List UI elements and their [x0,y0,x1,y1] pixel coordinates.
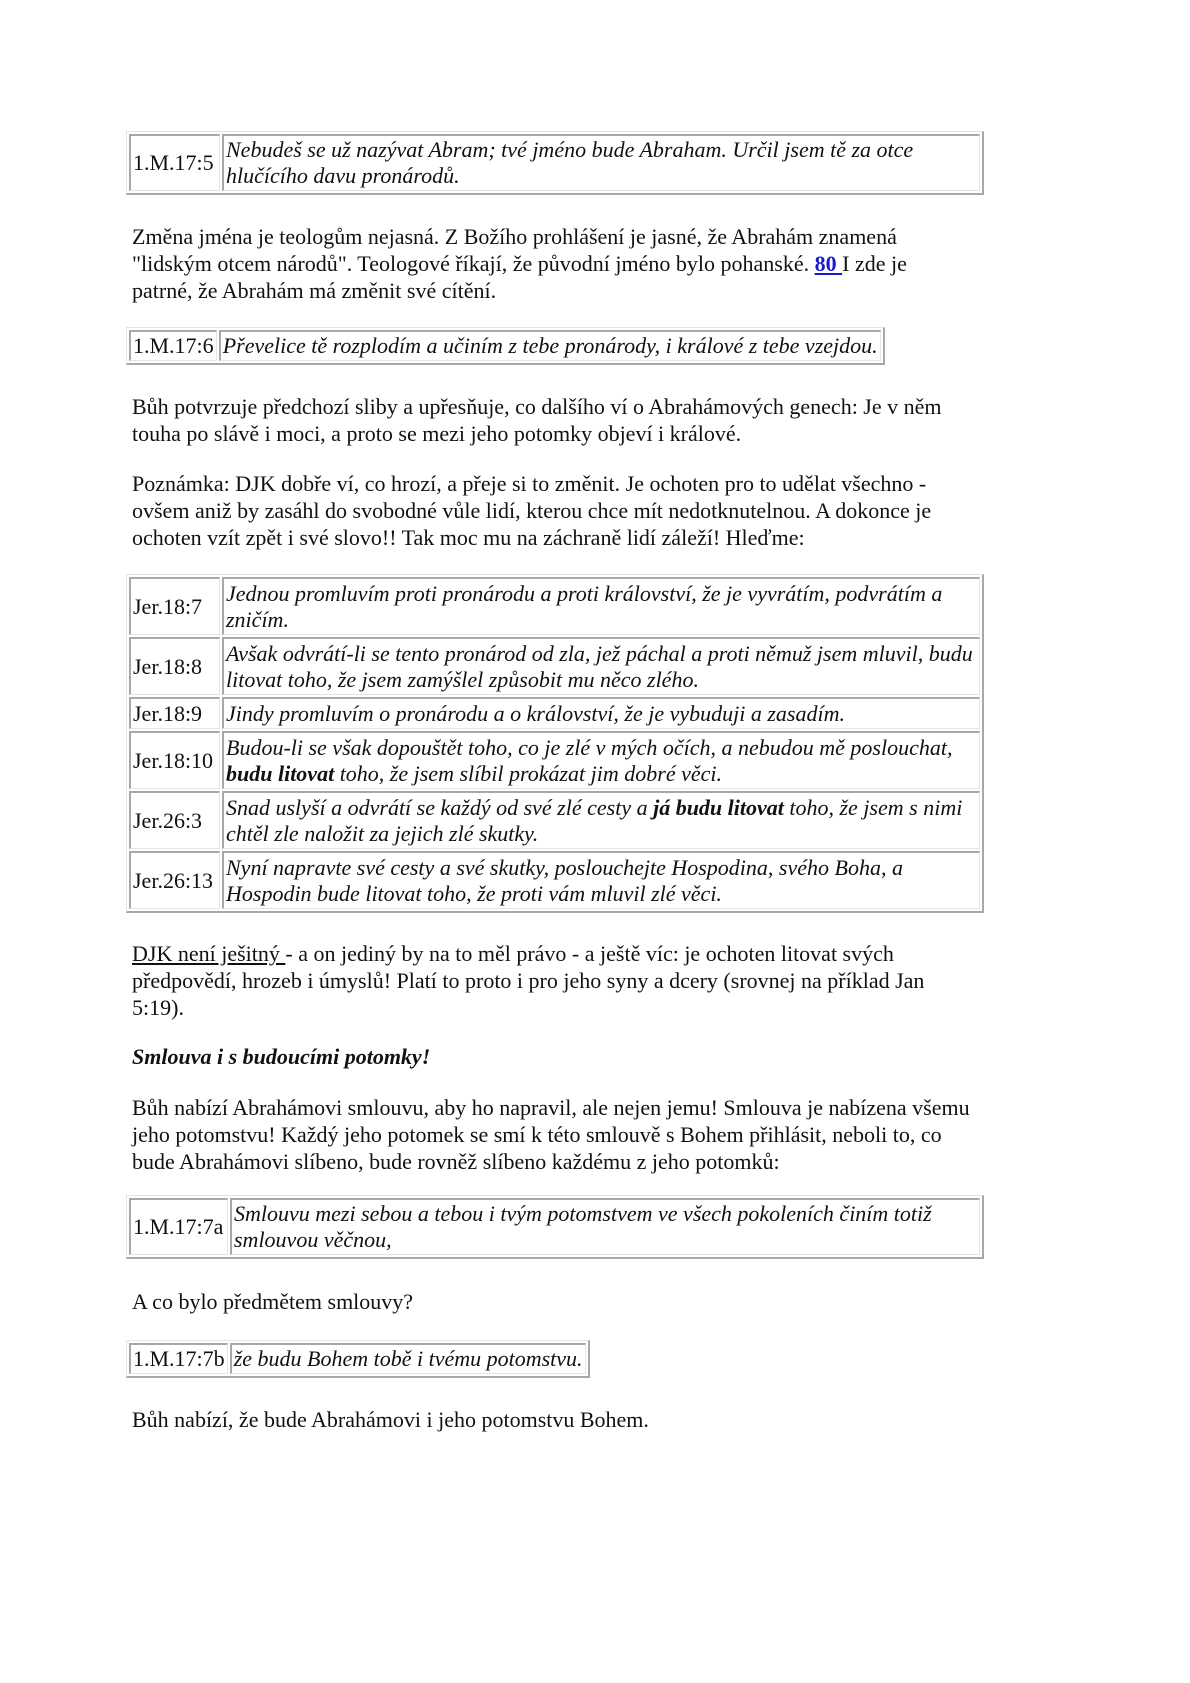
verse-text: Smlouvu mezi sebou a tebou i tvým potomstvem ve všech pokoleních činím totiž smlouvou věčnou, [230,1198,980,1255]
paragraph-not-vain [132,940,972,1021]
verse-text [222,637,980,695]
verse-reference: 1.M.17:6 [129,330,217,361]
paragraph-text: I zde je patrné, že Abrahám má změnit své cítění. [132,251,907,303]
paragraph-question: A co bylo předmětem smlouvy? [132,1289,414,1314]
verse-text [222,577,980,635]
verse-text-part: Jindy promluvím o pronárodu a o království, že je vybuduji a zasadím. [226,700,845,726]
table-row [129,851,980,909]
verse-text [222,697,980,729]
paragraph-text: - a on jediný by na to měl právo - a ještě víc: je ochoten litovat svých předpovědí, hrozeb i úmyslů! Platí to proto i pro jeho syny a dcery (srovnej na příklad Jan 5:19). [132,941,925,1020]
table-row [129,577,980,635]
verse-text-part: Snad uslyší a odvrátí se každý od své zlé cesty a [226,794,654,820]
verse-text-part: Jednou promluvím proti pronárodu a proti království, že je vyvrátím, podvrátím a zničím. [226,580,943,632]
verse-text [222,851,980,909]
verse-table-gen-17-5 [126,131,984,195]
paragraph-text: Změna jména je teologům nejasná. Z Božího prohlášení je jasné, že Abrahám znamená "lidským otcem národů". Teologové říkají, že původní jméno bylo pohanské. [132,224,897,276]
paragraph-covenant-offer: Bůh nabízí Abrahámovi smlouvu, aby ho napravil, ale nejen jemu! Smlouva je nabízena všemu jeho potomstvu! Každý jeho potomek se smí k této smlouvě s Bohem přihlásit, neboli to, co bude Abrahámovi slíbeno, bude rovněž slíbeno každému z jeho potomků: [132,1095,970,1174]
verse-reference: Jer.26:13 [129,851,220,909]
verse-text-part: Nyní napravte své cesty a své skutky, poslouchejte Hospodina, svého Boha, a Hospodin bude litovat toho, že proti vám mluvil zlé věci. [226,854,903,906]
verse-reference: 1.M.17:7b [129,1343,228,1374]
table-row [129,637,980,695]
verse-text-emphasis: budu litovat [226,760,335,786]
paragraph-kings: Bůh potvrzuje předchozí sliby a upřesňuje, co dalšího ví o Abrahámových genech: Je v něm touha po slávě i moci, a proto se mezi jeho potomky objeví i králové. [132,394,942,446]
table-row [129,697,980,729]
verse-text: Převelice tě rozplodím a učiním z tebe pronárody, i králové z tebe vzejdou. [219,330,881,361]
verse-text: že budu Bohem tobě i tvému potomstvu. [230,1343,586,1374]
table-row [129,134,980,191]
footnote-link-80[interactable]: 80 [814,251,843,276]
verse-table-gen-17-7a [126,1195,984,1259]
verse-text: Nebudeš se už nazývat Abram; tvé jméno bude Abraham. Určil jsem tě za otce hlučícího davu pronárodů. [222,134,980,191]
table-row [129,791,980,849]
verse-text [222,731,980,789]
verse-reference: Jer.18:9 [129,697,220,729]
verse-reference: Jer.18:7 [129,577,220,635]
verse-table-gen-17-7b [126,1340,590,1378]
paragraph-name-change [132,223,962,304]
verse-table-jeremiah [126,574,984,913]
paragraph-note: Poznámka: DJK dobře ví, co hrozí, a přeje si to změnit. Je ochoten pro to udělat všechno - ovšem aniž by zasáhl do svobodné vůle lidí, kterou chce mít nedotknutelnou. A dokonce je ochoten vzít zpět i své slovo!! Tak moc mu na záchraně lidí záleží! Hleďme: [132,471,932,550]
verse-text-emphasis: já budu litovat [653,794,784,820]
verse-text-part: Avšak odvrátí-li se tento pronárod od zla, jež páchal a proti němuž jsem mluvil, budu litovat toho, že jsem zamýšlel způsobit mu něco zlého. [226,640,973,692]
table-row [129,1343,586,1374]
verse-text-part: toho, že jsem slíbil prokázat jim dobré věci. [334,760,722,786]
verse-reference: Jer.26:3 [129,791,220,849]
table-row [129,330,881,361]
verse-table-gen-17-6 [126,327,885,365]
verse-text-part: Budou-li se však dopouštět toho, co je zlé v mých očích, a nebudou mě poslouchat, [226,734,953,760]
verse-reference: 1.M.17:5 [129,134,220,191]
underlined-phrase: DJK není ješitný [132,941,286,966]
verse-text-part: toho, že jsem s nimi chtěl zle naložit za jejich zlé skutky. [226,794,963,846]
verse-reference: Jer.18:10 [129,731,220,789]
verse-reference: Jer.18:8 [129,637,220,695]
section-heading: Smlouva i s budoucími potomky! [132,1044,431,1069]
paragraph-conclusion: Bůh nabízí, že bude Abrahámovi i jeho potomstvu Bohem. [132,1407,649,1432]
table-row [129,731,980,789]
verse-text [222,791,980,849]
verse-reference: 1.M.17:7a [129,1198,228,1255]
table-row [129,1198,980,1255]
